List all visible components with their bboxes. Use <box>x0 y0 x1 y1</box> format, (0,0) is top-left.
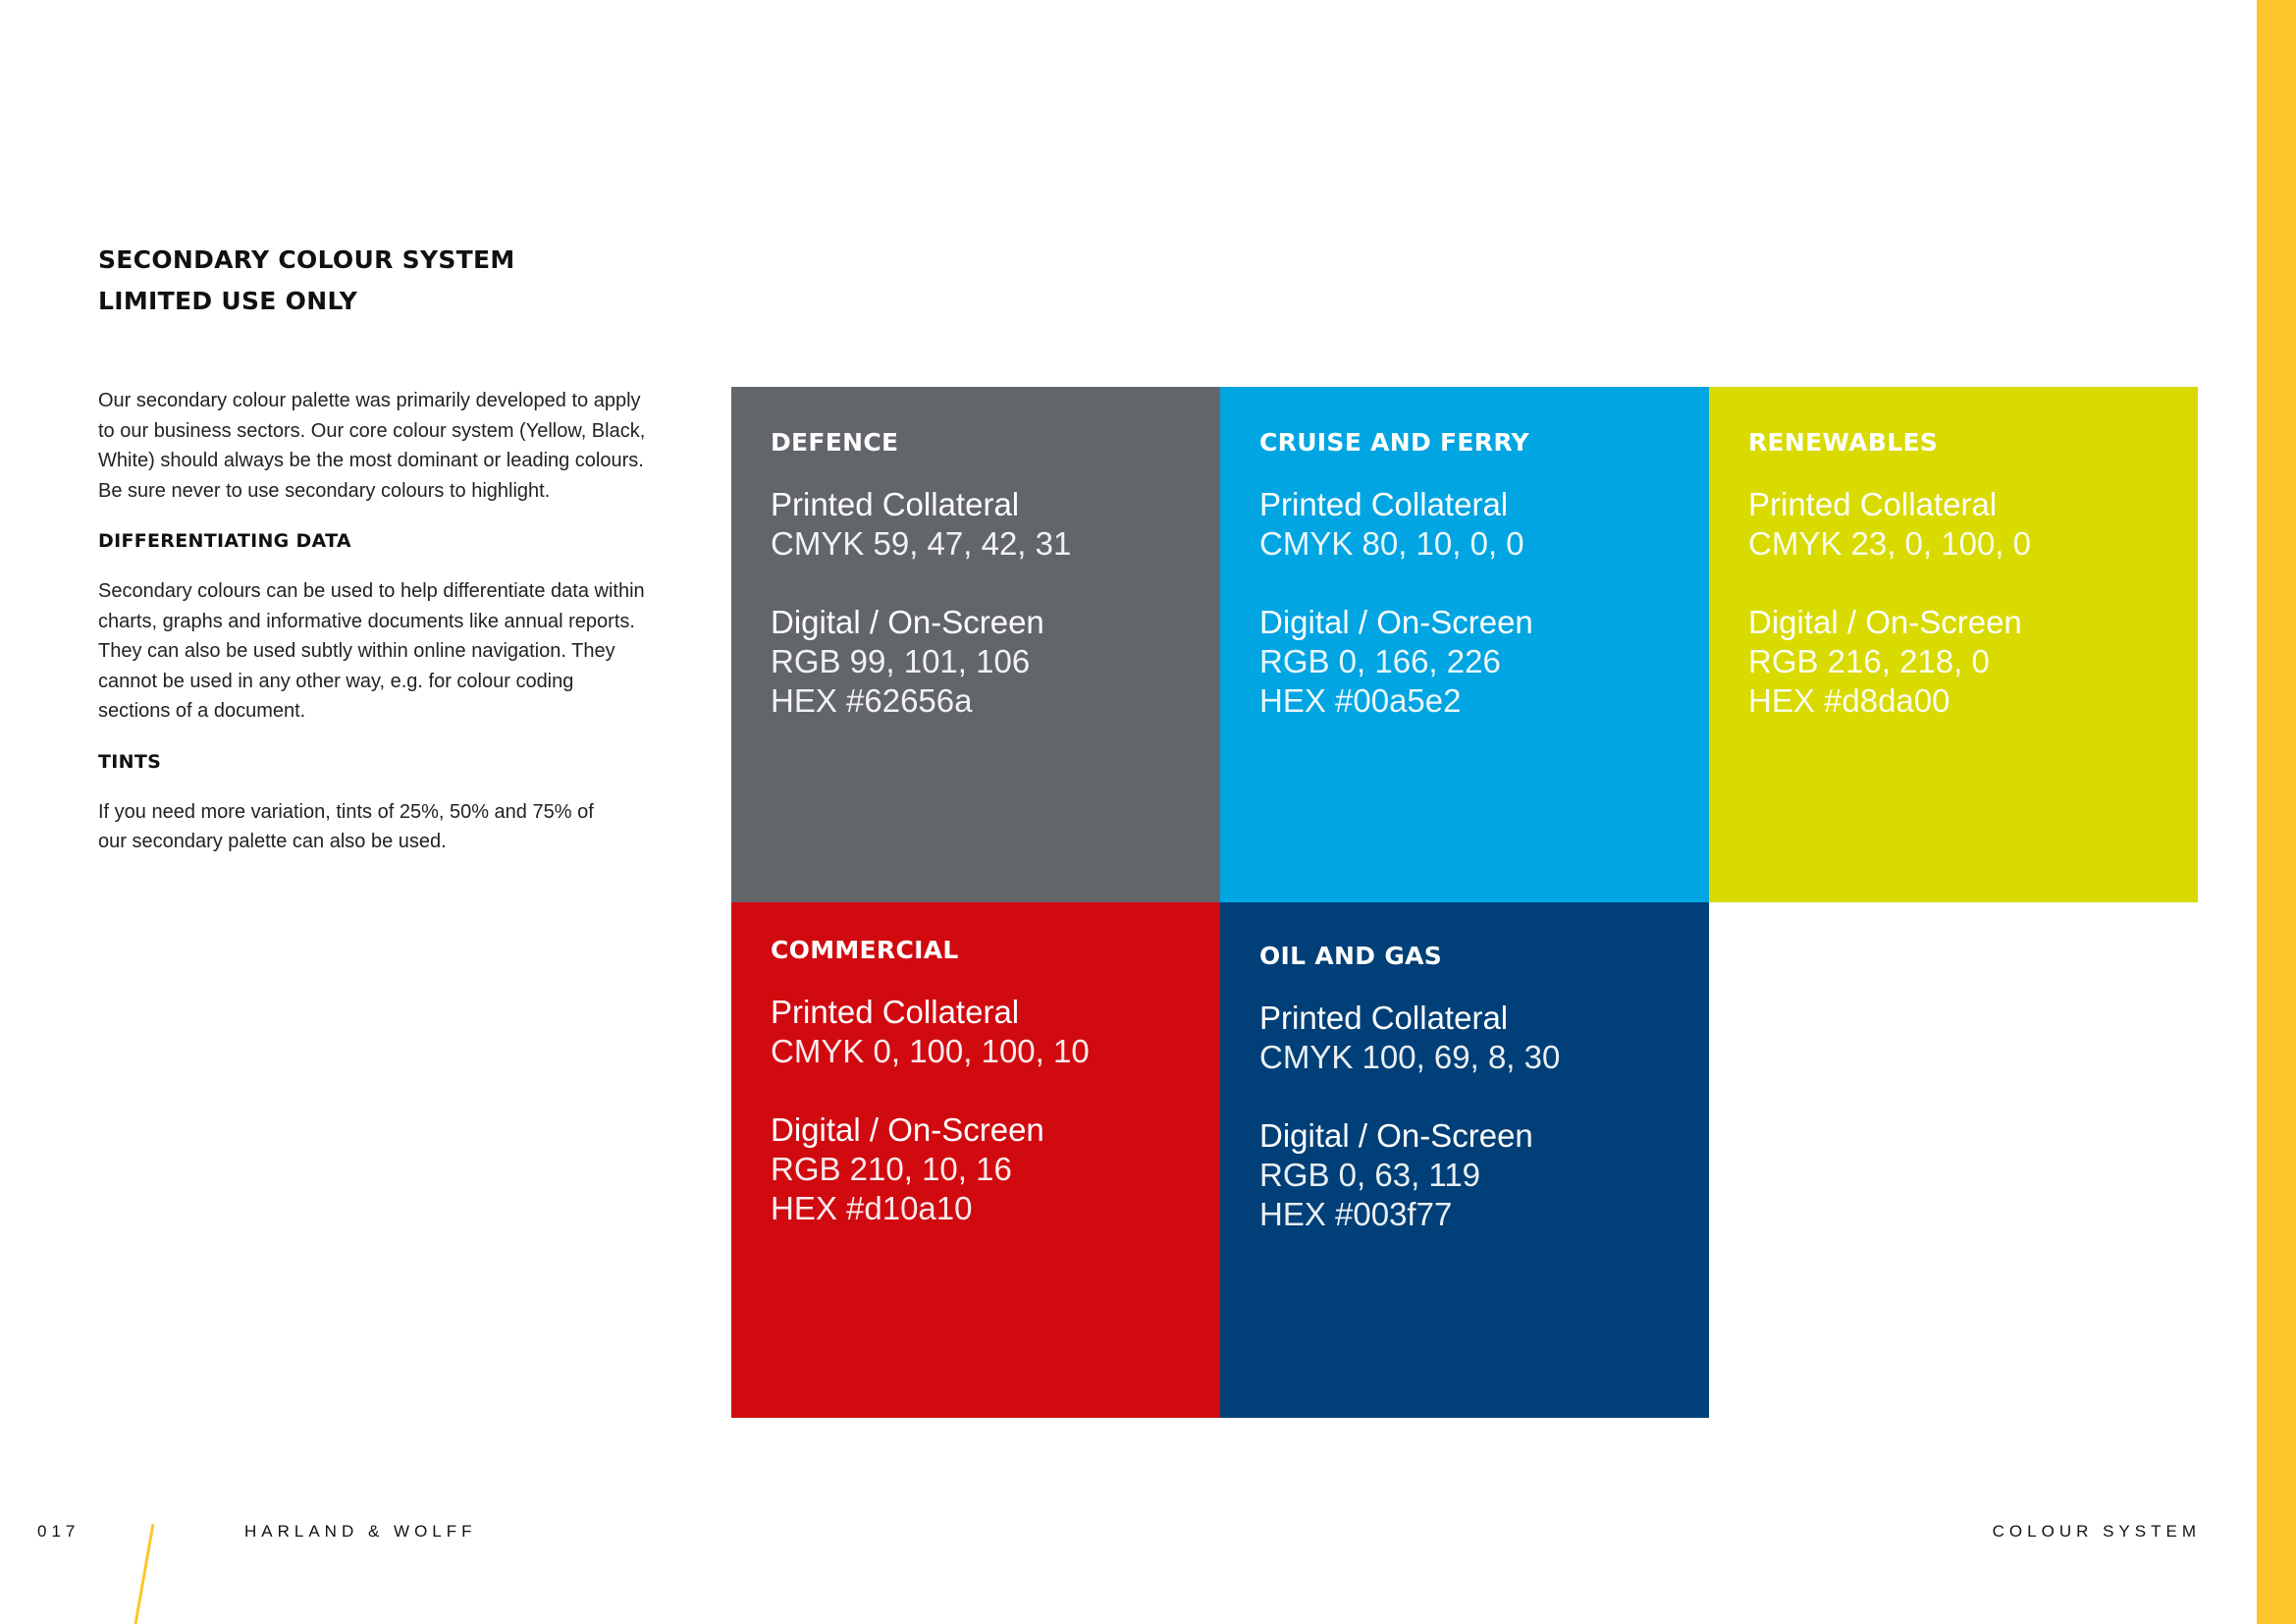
swatch-oil-and-gas <box>1220 902 1709 1418</box>
colour-swatch-grid <box>731 387 2198 1418</box>
differentiating-data-subheading: DIFFERENTIATING DATA <box>98 530 351 552</box>
printed-collateral-label: Printed Collateral <box>771 486 1020 522</box>
page-heading <box>98 240 515 322</box>
side-accent-bar <box>2257 0 2296 1624</box>
swatch-name: CRUISE AND FERRY <box>1259 428 1529 457</box>
swatch-commercial <box>731 902 1220 1418</box>
footer-section-title: COLOUR SYSTEM <box>1992 1522 2201 1541</box>
swatch-renewables <box>1709 387 2198 902</box>
hex-value: HEX #00a5e2 <box>1259 682 1462 719</box>
rgb-value: RGB 216, 218, 0 <box>1748 643 1990 679</box>
hex-value: HEX #d10a10 <box>771 1190 973 1226</box>
digital-label: Digital / On-Screen <box>1259 604 1533 640</box>
intro-paragraph: Our secondary colour palette was primarily developed to apply to our business sectors. Our core colour system (Yellow, Black, White) should always be the most dominant or leading colours. Be sure never to use secondary colours to highlight. <box>98 390 646 502</box>
digital-label: Digital / On-Screen <box>771 604 1044 640</box>
printed-collateral-label: Printed Collateral <box>771 994 1020 1030</box>
cmyk-value: CMYK 100, 69, 8, 30 <box>1259 1039 1561 1075</box>
yellow-slash-decoration <box>130 1524 159 1624</box>
tints-subheading: TINTS <box>98 750 162 773</box>
hex-value: HEX #62656a <box>771 682 973 719</box>
rgb-value: RGB 99, 101, 106 <box>771 643 1031 679</box>
swatch-name: OIL AND GAS <box>1259 942 1443 970</box>
digital-label: Digital / On-Screen <box>1259 1117 1533 1154</box>
printed-collateral-label: Printed Collateral <box>1259 486 1509 522</box>
heading-line-2: LIMITED USE ONLY <box>98 287 358 315</box>
printed-collateral-label: Printed Collateral <box>1748 486 1998 522</box>
hex-value: HEX #d8da00 <box>1748 682 1950 719</box>
differentiating-data-paragraph: Secondary colours can be used to help differentiate data within charts, graphs and informative documents like annual reports. They can also be used subtly within online navigation. They cannot be used in any other way, e.g. for colour coding sections of a document. <box>98 580 645 722</box>
digital-label: Digital / On-Screen <box>1748 604 2022 640</box>
swatch-name: DEFENCE <box>771 428 899 457</box>
swatch-name: RENEWABLES <box>1748 428 1939 457</box>
rgb-value: RGB 0, 63, 119 <box>1259 1157 1481 1193</box>
digital-label: Digital / On-Screen <box>771 1111 1044 1148</box>
printed-collateral-label: Printed Collateral <box>1259 1000 1509 1036</box>
cmyk-value: CMYK 59, 47, 42, 31 <box>771 525 1072 562</box>
cmyk-value: CMYK 0, 100, 100, 10 <box>771 1033 1090 1069</box>
rgb-value: RGB 0, 166, 226 <box>1259 643 1501 679</box>
cmyk-value: CMYK 80, 10, 0, 0 <box>1259 525 1524 562</box>
heading-line-1: SECONDARY COLOUR SYSTEM <box>98 245 515 274</box>
page-number: 017 <box>37 1522 80 1541</box>
hex-value: HEX #003f77 <box>1259 1196 1453 1232</box>
cmyk-value: CMYK 23, 0, 100, 0 <box>1748 525 2031 562</box>
swatch-name: COMMERCIAL <box>771 936 959 964</box>
footer-brand: HARLAND & WOLFF <box>244 1522 477 1541</box>
swatch-defence <box>731 387 1220 902</box>
tints-paragraph: If you need more variation, tints of 25%, 50% and 75% of our secondary palette can also be used. <box>98 800 594 852</box>
swatch-cruise-and-ferry <box>1220 387 1709 902</box>
intro-text-column <box>98 386 648 857</box>
rgb-value: RGB 210, 10, 16 <box>771 1151 1012 1187</box>
